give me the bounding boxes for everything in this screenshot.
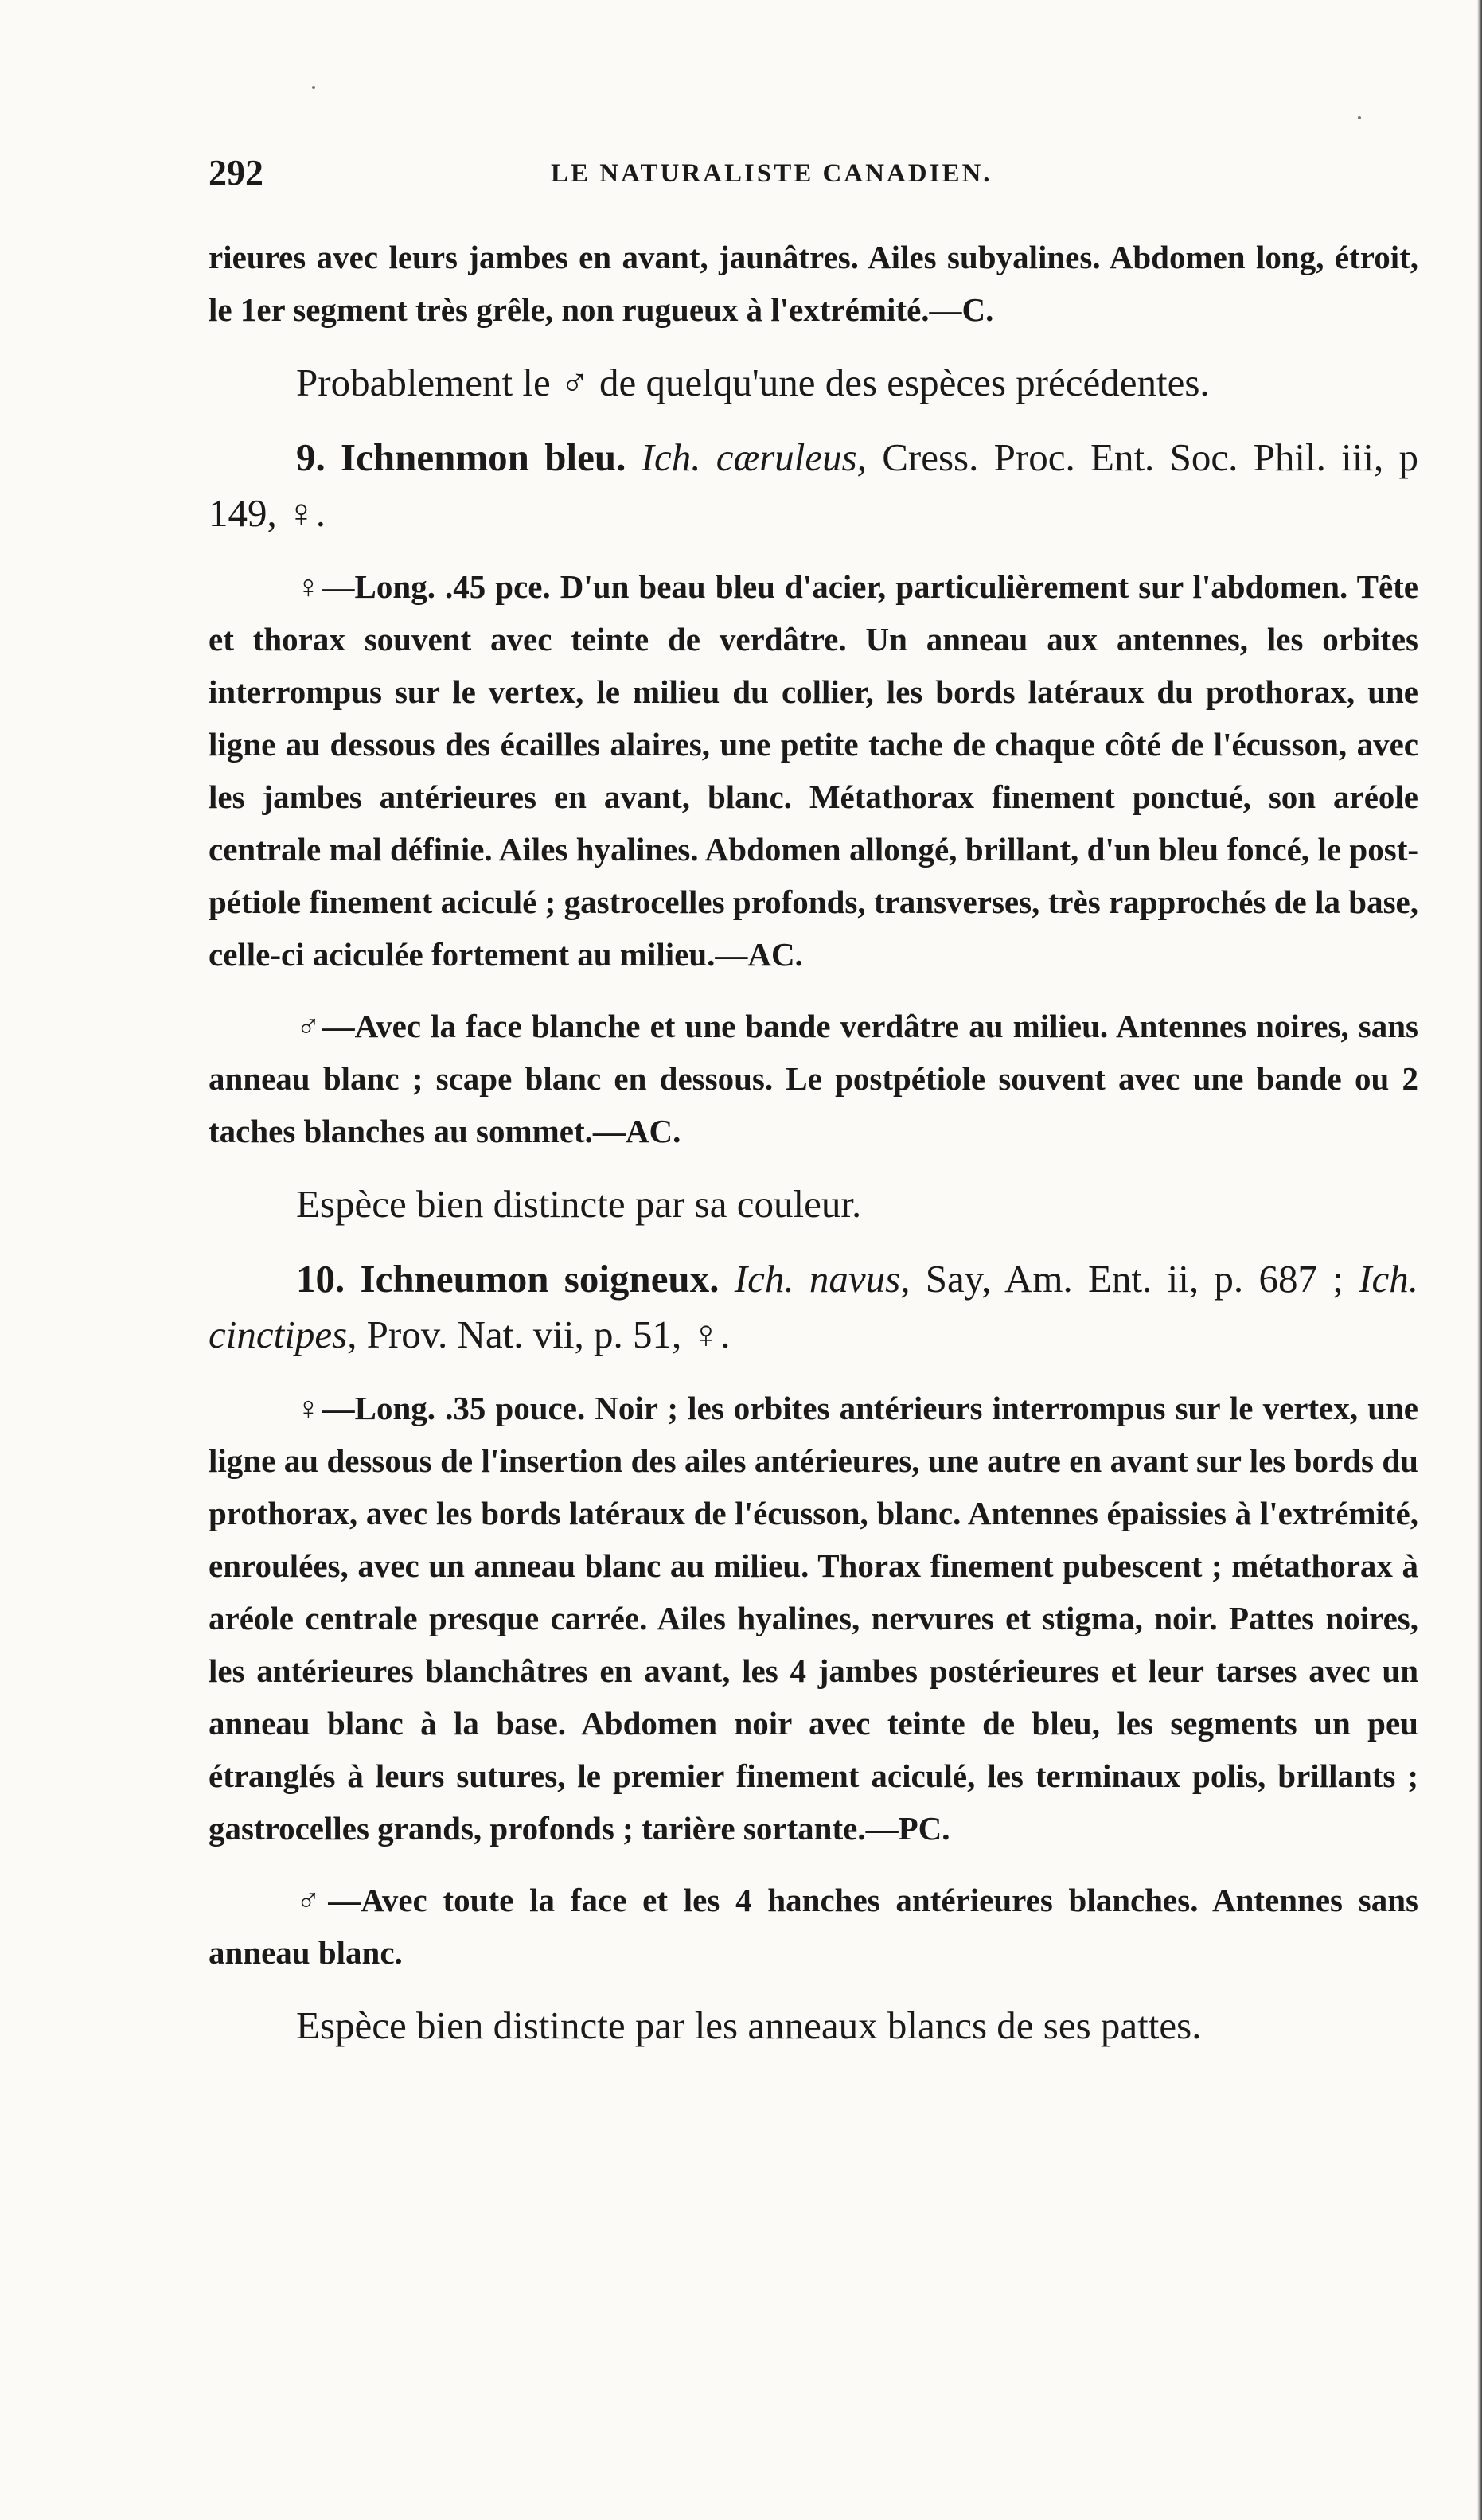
citation: Prov. Nat. vii, p. 51, ♀. <box>366 1313 731 1356</box>
running-title: LE NATURALISTE CANADIEN. <box>551 159 993 188</box>
dust-speck <box>1358 116 1361 119</box>
latin-name: Ich. navus, <box>734 1257 911 1301</box>
citation: Cress. Proc. Ent. Soc. Phil. iii, p 149, ♀. <box>209 435 1419 535</box>
page-header <box>209 151 1418 199</box>
paragraph-remark: Probablement le ♂ de quelqu'une des espèces précédentes. <box>296 361 1210 404</box>
species-name: 10. Ichneumon soigneux. <box>296 1257 720 1301</box>
description-female: ♀—Long. .35 pouce. Noir ; les orbites antérieurs interrompus sur le vertex, une ligne au dessous de l'insertion des ailes antérieures, une autre en avant sur les bords du prothorax, avec les bords latéraux de l'écusson, blanc. Antennes épaissies à l'extrémité, enroulées, avec un anneau blanc au milieu. Thorax finement pubescent ; métathorax à aréole centrale presque carrée. Ailes hyalines, nervures et stigma, noir. Pattes noires, les antérieures blanchâtres en avant, les 4 jambes postérieures et leur tarses avec un anneau blanc à la base. Abdomen noir avec teinte de bleu, les segments un peu étranglés à leurs sutures, le premier finement aciculé, les terminaux polis, brillants ; gastrocelles grands, profonds ; tarière sortante.—PC. <box>209 1390 1418 1847</box>
page-spine-shadow <box>1477 0 1482 2520</box>
latin-name: Ich. cinctipes, <box>209 1257 1419 1356</box>
description-female: ♀—Long. .45 pce. D'un beau bleu d'acier, particulièrement sur l'abdomen. Tête et thorax souvent avec teinte de verdâtre. Un anneau aux antennes, les orbites interrompus sur le vertex, le milieu du collier, les bords latéraux du prothorax, une ligne au dessous des écailles alaires, une petite tache de chaque côté de l'écusson, avec les jambes antérieures en avant, blanc. Métathorax finement ponctué, son aréole centrale mal définie. Ailes hyalines. Abdomen allongé, brillant, d'un bleu foncé, le post-pétiole finement aciculé ; gastrocelles profonds, transverses, très rapprochés de la base, celle-ci aciculée fortement au milieu.—AC. <box>209 568 1418 973</box>
description-male: ♂—Avec toute la face et les 4 hanches antérieures blanches. Antennes sans anneau blanc. <box>209 1882 1418 1971</box>
latin-name: Ich. cæruleus, <box>641 435 867 479</box>
dust-speck <box>312 86 315 89</box>
species-heading-9 <box>209 430 1418 541</box>
body-text <box>209 231 1418 2073</box>
paragraph-remark: Espèce bien distincte par sa couleur. <box>296 1182 862 1226</box>
description-male: ♂—Avec la face blanche et une bande verdâtre au milieu. Antennes noires, sans anneau blanc ; scape blanc en dessous. Le postpétiole souvent avec une bande ou 2 taches blanches au sommet.—AC. <box>209 1008 1418 1149</box>
species-heading-10 <box>209 1251 1418 1363</box>
citation: Say, Am. Ent. ii, p. 687 ; <box>925 1257 1344 1301</box>
paragraph-remark: Espèce bien distincte par les anneaux blancs de ses pattes. <box>296 2003 1202 2047</box>
species-name: 9. Ichnenmon bleu. <box>296 435 626 479</box>
paragraph-continuation: rieures avec leurs jambes en avant, jaunâtres. Ailes subyalines. Abdomen long, étroit, le 1er segment très grêle, non rugueux à l'extrémité.—C. <box>209 239 1418 328</box>
page-number: 292 <box>209 152 263 193</box>
